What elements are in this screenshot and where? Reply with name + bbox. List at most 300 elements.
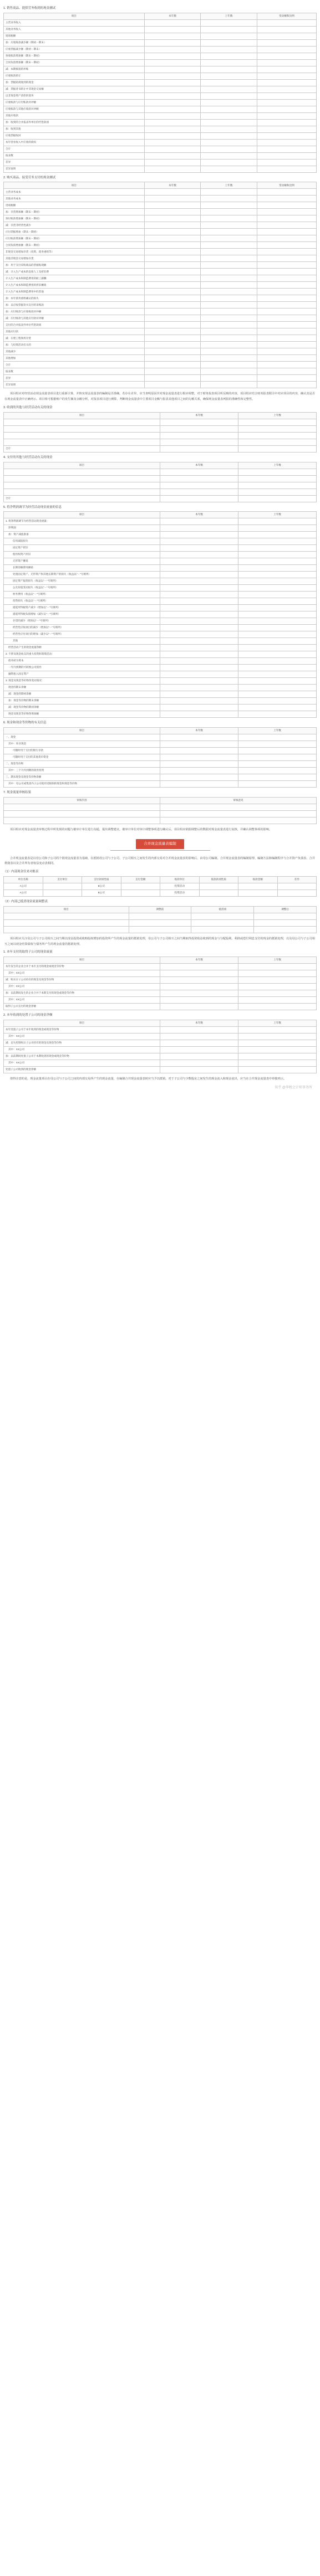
other-operating-receipts-table [3,412,317,453]
table-row [4,631,317,638]
section-title: 7. 现金流量审核结果 [3,790,32,794]
table-cell [257,53,316,59]
table-cell [201,335,257,342]
table-cell [144,342,201,348]
banner-label: 合并现金流量表编制 [136,839,184,849]
table-row [4,780,317,787]
table-cell [257,196,316,202]
row-label [4,489,160,495]
table-cell [238,734,317,741]
table-cell [254,926,317,933]
row-label: 其他 [4,638,160,645]
table-row [4,215,317,222]
table-row [4,532,317,538]
table-cell [160,671,238,678]
table-cell [160,1040,238,1046]
table-cell [257,215,316,222]
table-cell [238,883,278,889]
table-cell [238,964,317,970]
table-cell [238,545,317,552]
table-cell [257,92,316,99]
table-cell [144,215,201,222]
table-cell [238,419,317,425]
row-label: 融资租入固定资产 [4,671,160,678]
table-cell [238,774,317,780]
table-cell [144,132,201,139]
table-row [4,355,317,362]
table-cell [201,382,257,388]
table-cell [257,295,316,302]
table-cell [201,59,257,66]
table-cell [257,368,316,375]
table-cell [238,625,317,631]
table-cell [191,919,254,926]
table-cell [201,262,257,269]
table-cell [238,538,317,545]
row-label: 预付账款增加额（期末－期初） [4,215,145,222]
row-label: 应付账款增加额（期末－期初） [4,235,145,242]
table-cell [257,66,316,73]
table-cell [238,977,317,984]
table-row [4,671,317,678]
table-cell [257,322,316,328]
table-cell [4,919,129,926]
table-cell [144,282,201,289]
table-cell [201,139,257,146]
table-cell [160,810,317,817]
column-header: 支付单位 [43,876,82,883]
table-row [4,382,317,388]
row-label: 其他减少 [4,348,145,355]
row-label: 其中：XX公司 [4,1033,160,1040]
table-cell [160,638,238,645]
table-cell [257,166,316,172]
table-cell [257,139,316,146]
table-cell [160,1004,238,1010]
table-cell [144,209,201,215]
row-label: 可随时用于支付的银行存款 [4,747,160,754]
row-label: 加：存货增加额（期末－期初） [4,209,145,215]
table-cell [144,202,201,209]
table-cell [144,222,201,229]
table-row [4,53,317,59]
table-row [4,46,317,53]
table-cell [238,1033,317,1040]
table-cell [160,469,238,475]
row-label: 减：本期核销的坏账 [4,66,145,73]
row-label: 应收票据收回 [4,132,145,139]
table-row [4,734,317,741]
column-header: 上年数 [238,512,317,518]
row-label: 其他应收款 [4,112,145,119]
table-row [4,651,317,658]
table-row [4,112,317,119]
subsidiary-acquisition-table [3,957,317,1010]
table-cell: A公司 [4,889,43,896]
table-cell [160,565,238,572]
row-label: 其他应付款 [4,328,145,335]
row-label: 其中：母公司或集团内子公司使用受限制的现金和现金等价物 [4,780,160,787]
table-cell [160,1060,238,1066]
table-cell [238,518,317,525]
table-cell [201,92,257,99]
row-label: 加：应付账款与应收账款对冲额 [4,308,145,315]
column-header: 收款款项性质 [199,876,238,883]
table-row [4,19,317,26]
row-label: 其中：库存现金 [4,741,160,747]
table-row [4,760,317,767]
table-cell [160,1066,238,1073]
table-cell [257,86,316,92]
column-header: 本年数 [160,957,238,964]
table-row [4,883,317,889]
table-cell [144,66,201,73]
table-row [4,741,317,747]
table-cell [254,913,317,919]
row-label: 其他增加 [4,355,145,362]
paragraph: 项目组应对现金流量表审核过程中所发现的问题与被审计单位进行沟通，提出调整建议。被审计单位对审计调整事项进行确认后，项目组应依据调整后的数据对现金流量表进行复核，并确认调整事项的影响。 [10,827,272,831]
table-row [4,625,317,631]
column-header: 抵消项 [191,906,254,913]
table-cell [238,592,317,598]
table-cell [257,308,316,315]
table-cell [144,53,201,59]
table-cell [144,348,201,355]
row-label: 1. 将净利润调节为经营活动现金流量： [4,518,160,525]
table-cell [201,269,257,275]
table-cell [201,159,257,166]
table-cell [160,482,238,489]
row-label: 差异说明 [4,166,145,172]
table-cell [144,139,201,146]
table-row [4,997,317,1004]
section-title: 1. 本年支付的取得子公司的现金流量 [3,950,53,954]
table-cell [201,215,257,222]
table-cell [160,964,238,970]
section-title: 5. 将净利润调节为经营活动现金流量的信息 [3,505,62,509]
column-header: 支付款项性质 [82,876,121,883]
table-cell [160,631,238,638]
table-cell [160,804,317,810]
table-cell: 投资活动 [160,883,200,889]
table-row [4,525,317,532]
table-row [4,432,317,439]
table-cell [121,883,160,889]
table-cell [144,159,201,166]
column-header: 本年数 [160,1020,238,1026]
table-row [4,1004,317,1010]
table-cell [160,495,238,502]
table-cell [144,255,201,262]
row-label: 合计 [4,362,145,368]
table-cell [160,698,238,705]
table-cell [201,39,257,46]
table-row [4,469,317,475]
table-row [4,229,317,235]
column-header: 上年数 [238,957,317,964]
table-cell [257,26,316,33]
table-cell [238,525,317,532]
row-label: 差异 [4,375,145,382]
table-cell [199,883,238,889]
table-cell [257,132,316,139]
column-header: 上年数 [201,13,257,19]
table-cell [201,355,257,362]
table-cell [257,73,316,79]
table-cell [144,368,201,375]
table-row [4,1046,317,1053]
table-cell [238,665,317,671]
table-row [4,558,317,565]
row-label: 其中：XX公司 [4,1060,160,1066]
row-label: 应收账款与其他应收款对冲额 [4,106,145,112]
row-label [4,432,160,439]
table-cell [201,302,257,308]
table-cell [238,889,278,896]
table-cell [257,302,316,308]
table-cell [4,913,129,919]
table-cell [4,926,129,933]
table-row [4,475,317,482]
row-label: 计入生产成本和制造费用中的其他 [4,289,145,295]
row-label: 处置子公司收到的现金净额 [4,1066,160,1073]
table-cell [238,990,317,997]
document-page [0,0,320,1102]
column-header: 本年数 [144,182,201,189]
table-cell [238,1046,317,1053]
table-cell [144,26,201,33]
table-cell [238,651,317,658]
row-label: 减：购买日子公司持有的现金及现金等价物 [4,977,160,984]
table-row [4,202,317,209]
table-cell [238,705,317,711]
table-row [4,196,317,202]
column-header: 项目 [4,412,160,419]
table-cell [144,382,201,388]
table-row [4,126,317,132]
row-label: 其中：XX公司 [4,997,160,1004]
table-cell [201,196,257,202]
table-cell [257,342,316,348]
row-label: 报表数 [4,152,145,159]
table-cell [144,335,201,342]
table-cell [160,678,238,685]
table-cell [160,532,238,538]
table-cell [257,33,316,39]
table-cell [257,79,316,86]
column-header: 项目 [4,1020,160,1026]
column-header: 上年数 [238,1020,317,1026]
column-header: 调整后 [254,906,317,913]
column-header: 差异 [277,876,317,883]
table-row [4,275,317,282]
column-header: 项目 [4,182,145,189]
table-row [4,255,317,262]
subsidiary-disposal-table [3,1020,317,1073]
table-cell [238,475,317,482]
cash-equivalents-table [3,727,317,788]
row-label [4,475,160,482]
row-label: 加：现金等价物的期末余额 [4,698,160,705]
paragraph: 值得注意的是，现金流量项目在母公司与子公司之间的内部交易所产生的现金流量，在编制合并现金流量表时应当予以抵销。对于子公司与少数股东之间发生的现金流入和现金流出，应当在合并现金流量表中单独列示。 [10,1077,287,1081]
section-title: 4. 支付的其他与经营活动有关的现金 [3,455,53,459]
row-label: 减：丧失控制权日子公司持有的现金及现金等价物 [4,1040,160,1046]
table-cell [257,99,316,106]
table-cell [238,605,317,611]
table-cell [201,235,257,242]
table-cell [201,189,257,196]
table-cell [201,308,257,315]
table-row [4,747,317,754]
column-header: 项目 [4,727,160,734]
table-cell [201,146,257,152]
table-cell [160,611,238,618]
table-cell [201,46,257,53]
table-cell [160,425,238,432]
table-row [4,209,317,215]
table-row [4,159,317,166]
table-cell [144,119,201,126]
table-row [4,592,317,598]
table-cell [160,578,238,585]
table-row [4,106,317,112]
table-cell [144,86,201,92]
table-cell [43,889,82,896]
row-label: 减：应付账款与其他应付款对冲额 [4,315,145,322]
table-cell [144,46,201,53]
table-cell [257,315,316,322]
row-label: 经营性应付项目的增加（减少以"－"号填列） [4,631,160,638]
section-title: （1）内部现金往来对账表 [3,870,39,874]
column-header: 项目 [4,462,160,469]
table-row [4,348,317,355]
table-cell [160,618,238,625]
table-cell [201,229,257,235]
row-label [4,425,160,432]
table-cell [144,33,201,39]
table-cell [129,919,191,926]
table-row [4,132,317,139]
table-cell [144,235,201,242]
table-cell [121,889,160,896]
table-cell [144,99,201,106]
table-cell [160,625,238,631]
table-cell [201,275,257,282]
table-cell [238,1004,317,1010]
table-row [4,705,317,711]
table-cell [160,419,238,425]
table-cell [160,734,238,741]
table-row [4,638,317,645]
table-cell [144,249,201,255]
table-cell [257,59,316,66]
table-cell [160,598,238,605]
table-cell [201,166,257,172]
table-row [4,665,317,671]
table-cell: 投资活动 [160,889,200,896]
table-cell [191,926,254,933]
table-row [4,79,317,86]
row-label: 一年内到期的可转换公司债券 [4,665,160,671]
table-cell [238,445,317,452]
column-header: 支付金额 [121,876,160,883]
table-cell [238,565,317,572]
row-label: 加：资产减值准备 [4,532,160,538]
table-cell [257,382,316,388]
table-cell [257,222,316,229]
table-row [4,817,317,824]
table-cell [201,132,257,139]
row-label: 合同负债增加额（期末－期初） [4,242,145,249]
table-cell [144,19,201,26]
table-row [4,99,317,106]
table-cell [257,262,316,269]
row-label: 固定资产折旧 [4,545,160,552]
table-cell [160,605,238,611]
row-label [4,817,160,824]
table-row [4,1026,317,1033]
table-cell [160,970,238,977]
table-row [4,1040,317,1046]
section-title: 3. 收到的其他与经营活动有关的现金 [3,406,53,410]
section-title: 2. 购买商品、接受劳务支付的现金测试 [3,176,56,179]
section-title: 1. 销售商品、提供劳务收到的现金测试 [3,7,56,10]
table-cell [201,362,257,368]
table-row [4,375,317,382]
row-label: 支付的合并报表外单位代垫款项 [4,322,145,328]
table-row [4,152,317,159]
table-cell [257,355,316,362]
table-row [4,691,317,698]
table-row [4,222,317,229]
row-label: 减：现金等价物的期初余额 [4,705,160,711]
row-label: 3. 现金及现金等价物净变动情况： [4,678,160,685]
table-row [4,611,317,618]
column-header: 本年数 [144,13,201,19]
table-row [4,342,317,348]
table-cell [160,432,238,439]
table-cell [201,33,257,39]
table-cell [238,1053,317,1060]
table-cell [144,262,201,269]
table-cell [160,1033,238,1040]
table-cell [144,362,201,368]
row-label: 应收账款与应付账款对冲额 [4,99,145,106]
table-cell [257,159,316,166]
table-row [4,39,317,46]
table-row [4,335,317,342]
paragraph: 项目组应对经营活动现金流量表项目进行重新计算，并核实现金流量表的编制是否准确，若存在差异，应当查明原因并对现金流量表进行相应调整。对于财务报表项目所反映的内容，项目组应结合财务报表附注中对应项目的内容，确认其是否在现金流量表中正确列示。项目组可根据账户的发生额及余额分析，对报表项目进行测算，判断现金流量表中主要项目金额与报表其他项目之间的勾稽关系，确保现金流量表列报的准确性和完整性。 [4,392,315,402]
row-label: 长期待摊费用摊销 [4,565,160,572]
table-cell [238,1040,317,1046]
row-label: 经营活动产生的现金流量净额 [4,645,160,651]
table-row [4,889,317,896]
table-row [4,618,317,625]
table-cell [238,611,317,618]
table-cell [238,760,317,767]
table-cell [238,469,317,475]
table-cell [238,698,317,705]
table-cell [238,671,317,678]
row-label [4,439,160,445]
table-cell [277,883,317,889]
table-cell [144,375,201,382]
table-row [4,919,317,926]
table-cell [254,919,317,926]
row-label: 其中：三个月内到期的债券投资 [4,767,160,774]
table-cell [144,355,201,362]
table-cell [257,229,316,235]
